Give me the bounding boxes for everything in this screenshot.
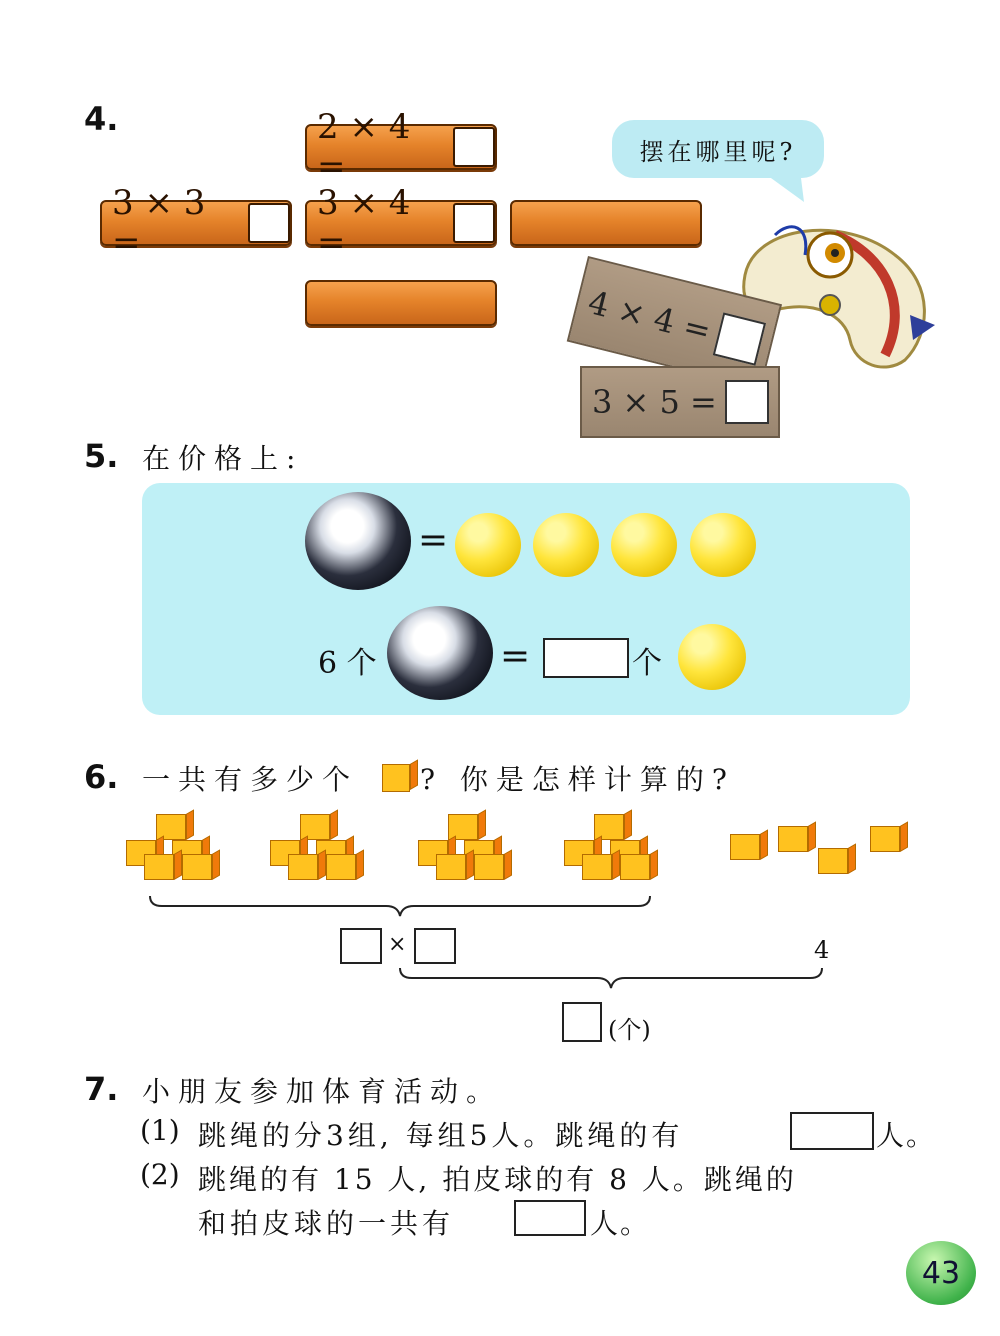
card-center-expression: 3 × 4 = — [317, 183, 411, 263]
answer-box[interactable] — [453, 127, 495, 167]
equals-sign: = — [418, 520, 449, 561]
cube-icon — [620, 854, 650, 880]
cube-icon — [778, 826, 808, 852]
wood-card-top — [305, 107, 497, 187]
hanging-card-2-expression: 3 × 5 = — [592, 383, 717, 421]
question-5-number: 5. — [84, 437, 119, 475]
answer-box[interactable] — [514, 1200, 586, 1236]
brace-icon — [398, 966, 824, 990]
count-prefix: 6 个 — [318, 646, 377, 681]
question-5-title: 在价格上: — [142, 442, 304, 475]
answer-box[interactable] — [543, 638, 629, 678]
tennis-ball-icon — [455, 513, 521, 577]
unit-label: 个 — [632, 646, 662, 681]
factor-box[interactable] — [340, 928, 382, 964]
hanging-card-1-expression: 4 × 4 = — [584, 283, 715, 351]
bubble-tail-icon — [760, 170, 810, 206]
cube-pile — [418, 814, 518, 884]
unit-label: (个) — [608, 1016, 651, 1044]
page-number: 43 — [921, 1255, 961, 1291]
answer-box[interactable] — [453, 203, 495, 243]
answer-box[interactable] — [713, 312, 766, 365]
answer-box[interactable] — [790, 1112, 874, 1150]
cube-icon — [436, 854, 466, 880]
item-2-line-1: 跳绳的有 15 人, 拍皮球的有 8 人。跳绳的 — [198, 1163, 797, 1196]
bubble-text: 摆在哪里呢? — [639, 137, 797, 166]
extra-count: 4 — [814, 936, 830, 964]
item-2-label: (2) — [140, 1158, 180, 1191]
hanging-card-2 — [580, 366, 780, 438]
cube-icon — [326, 854, 356, 880]
wood-card-empty-bottom[interactable] — [305, 280, 497, 326]
question-6-title-a: 一共有多少个 — [142, 763, 359, 796]
page-number-badge — [906, 1241, 976, 1305]
cube-icon — [382, 764, 410, 792]
answer-box[interactable] — [725, 380, 769, 424]
soccer-ball-icon — [305, 492, 411, 590]
question-4-number: 4. — [84, 100, 119, 138]
card-top-expression: 2 × 4 = — [317, 107, 411, 187]
wood-card-left — [100, 183, 292, 263]
times-sign: × — [388, 932, 407, 957]
cube-icon — [730, 834, 760, 860]
tennis-ball-icon — [533, 513, 599, 577]
cube-icon — [288, 854, 318, 880]
cube-pile — [564, 814, 664, 884]
wood-card-center — [305, 183, 497, 263]
question-6-title-b: ? 你是怎样计算的? — [420, 763, 735, 796]
cube-icon — [870, 826, 900, 852]
cube-icon — [144, 854, 174, 880]
price-panel — [142, 483, 910, 715]
cube-icon — [582, 854, 612, 880]
tennis-ball-icon — [690, 513, 756, 577]
factor-box[interactable] — [414, 928, 456, 964]
question-7-title: 小朋友参加体育活动。 — [142, 1075, 503, 1108]
cube-icon — [474, 854, 504, 880]
item-1-text-a: 跳绳的分3组, 每组5人。跳绳的有 — [198, 1119, 684, 1152]
item-1-text-b: 人。 — [876, 1119, 937, 1152]
question-6-number: 6. — [84, 758, 119, 796]
answer-box[interactable] — [248, 203, 290, 243]
brace-icon — [148, 894, 652, 918]
question-7-number: 7. — [84, 1070, 119, 1108]
tennis-ball-icon — [611, 513, 677, 577]
cube-pile — [270, 814, 370, 884]
soccer-ball-icon — [387, 606, 493, 700]
cube-pile — [126, 814, 226, 884]
item-2-line-2-a: 和拍皮球的一共有 — [198, 1207, 455, 1240]
tennis-ball-icon — [678, 624, 746, 690]
wood-card-empty-right[interactable] — [510, 200, 702, 246]
equals-sign: = — [500, 636, 531, 677]
cube-icon — [182, 854, 212, 880]
item-2-line-2-b: 人。 — [590, 1207, 651, 1240]
card-left-expression: 3 × 3 = — [112, 183, 206, 263]
total-box[interactable] — [562, 1002, 602, 1042]
item-1-label: (1) — [140, 1114, 180, 1147]
cube-icon — [818, 848, 848, 874]
